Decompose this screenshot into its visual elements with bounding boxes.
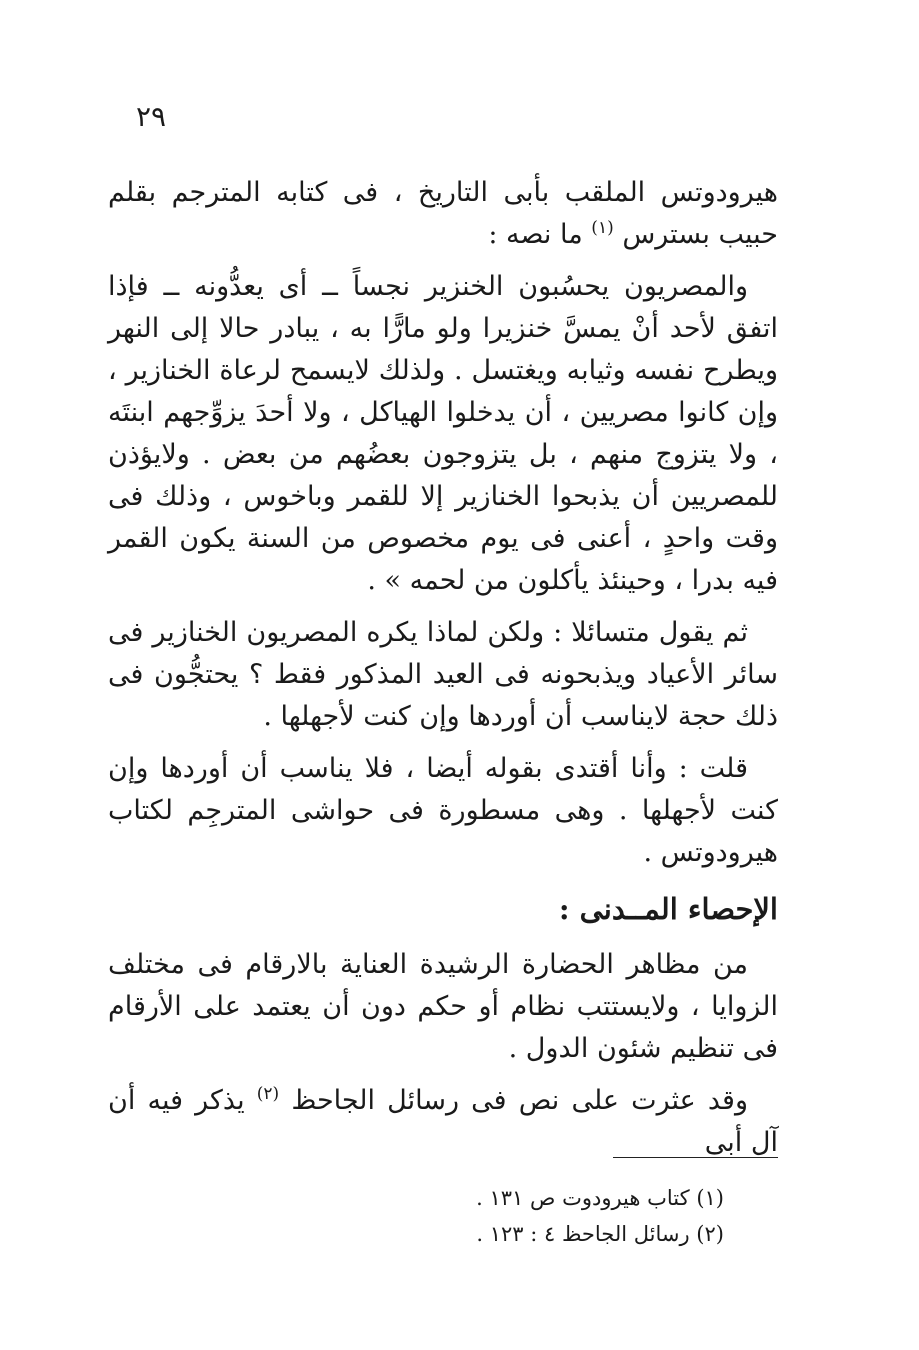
paragraph-2: والمصريون يحسُبون الخنزير نجساً ــ أى يعدُّونه ــ فإذا اتفق لأحد أنْ يمسَّ خنزيرا ولو مارًّا به ، يبادر حالا إلى النهر ويطرح نفسه وثيابه ويغتسل . ولذلك لايسمح لرعاة الخنازير ، وإن كانوا مصريين ، أن يدخلوا الهياكل ، ولا أحدَ يزوِّجهم ابنتَه ، ولا يتزوج منهم ، بل يتزوجون بعضُهم من بعض . ولايؤذن للمصريين أن يذبحوا الخنازير إلا للقمر وباخوس ، وذلك فى وقت واحدٍ ، أعنى فى يوم مخصوص من السنة يكون القمر فيه بدرا ، وحينئذ يأكلون من لحمه » . — [108, 271, 778, 596]
footnote-divider — [613, 1157, 778, 1158]
footnote-2: (٢) رسائل الجاحظ ٤ : ١٢٣ . — [476, 1222, 724, 1246]
paragraph-5: من مظاهر الحضارة الرشيدة العناية بالارقام فى مختلف الزوايا ، ولايستتب نظام أو حكم دون أن يعتمد على الأرقام فى تنظيم شئون الدول . — [108, 949, 778, 1064]
main-text — [108, 172, 778, 1174]
paragraph-6-text-start: وقد عثرت على نص فى رسائل الجاحظ — [291, 1085, 748, 1116]
footnote-ref-2: (٢) — [256, 1084, 280, 1104]
paragraph-3: ثم يقول متسائلا : ولكن لماذا يكره المصريون الخنازير فى سائر الأعياد ويذبحونه فى العيد المذكور فقط ؟ يحتجُّون فى ذلك حجة لايناسب أن أوردها وإن كنت لأجهلها . — [108, 617, 778, 732]
paragraph-4: قلت : وأنا أقتدى بقوله أيضا ، فلا يناسب أن أوردها وإن كنت لأجهلها . وهى مسطورة فى حواشى المترجِم لكتاب هيرودوتس . — [108, 753, 778, 868]
paragraph-6-text-end: يذكر فيه أن آل أبى — [108, 1085, 778, 1158]
footnotes — [476, 1180, 724, 1252]
page-number: ٢٩ — [136, 100, 167, 133]
paragraph-1-text-end: ما نصه : — [488, 219, 583, 250]
paragraph-1 — [108, 172, 778, 256]
footnote-ref-1: (١) — [591, 218, 614, 238]
paragraph-6 — [108, 1080, 778, 1164]
section-heading: الإحصاء المــدنى : — [558, 892, 778, 926]
footnote-1: (١) كتاب هيرودوت ص ١٣١ . — [476, 1186, 724, 1210]
paragraph-1-text-start: هيرودوتس الملقب بأبى التاريخ ، فى كتابه المترجم بقلم حبيب بسترس — [108, 177, 778, 250]
